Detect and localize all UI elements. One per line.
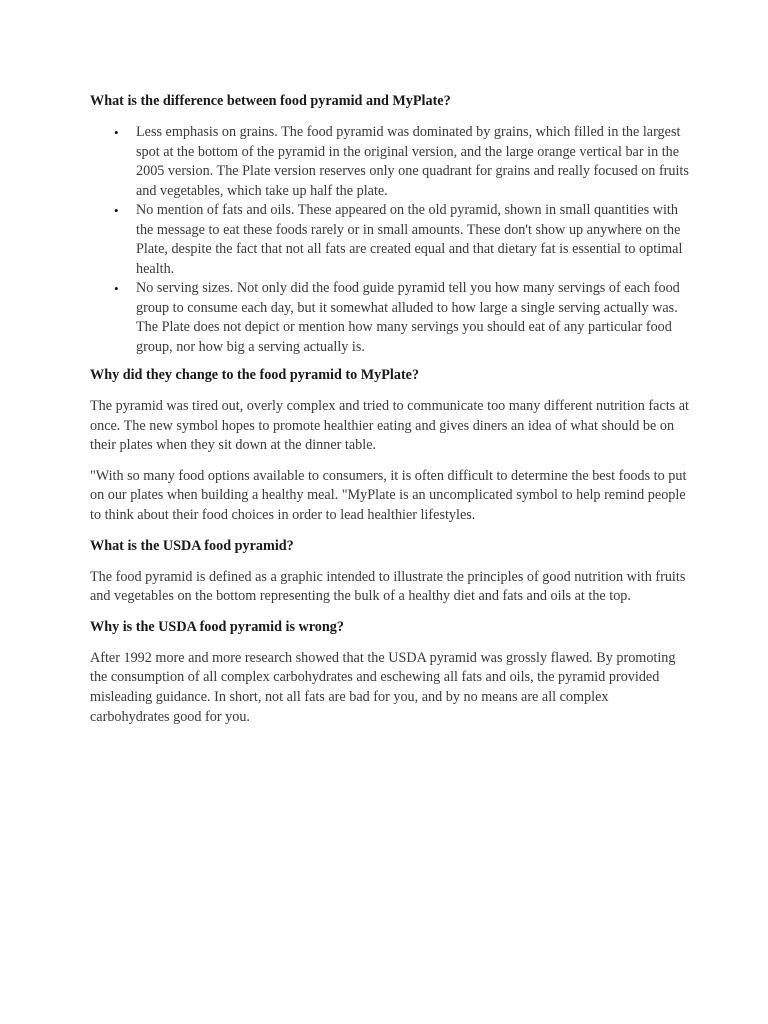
- document-page: [90, 92, 690, 738]
- bullet-item-serving-sizes: [90, 279, 690, 357]
- bullet-text: No serving sizes. Not only did the food guide pyramid tell you how many servings of each food group to consume each day, but it somewhat alluded to how large a single serving actually was. The Plate does not depict or mention how many servings you should eat of any particular food group, nor how big a serving actually is.: [136, 280, 680, 355]
- heading-pyramid-wrong: Why is the USDA food pyramid is wrong?: [90, 618, 344, 635]
- heading-why-change: Why did they change to the food pyramid to MyPlate?: [90, 367, 420, 383]
- bullet-icon: •: [114, 203, 119, 218]
- paragraph-usda-pyramid: The food pyramid is defined as a graphic intended to illustrate the principles of good nutrition with fruits and vegetables on the bottom representing the bulk of a healthy diet and fats and oils at the top.: [90, 568, 686, 605]
- paragraph-pyramid-wrong: After 1992 more and more research showed that the USDA pyramid was grossly flawed. By promoting the consumption of all complex carbohydrates and eschewing all fats and oils, the pyramid provided misleading guidance. In short, not all fats are bad for you, and by no means are all complex carbohydrates good for you.: [90, 649, 676, 725]
- paragraph-why-change-1: The pyramid was tired out, overly complex and tried to communicate too many different nutrition facts at once. The new symbol hopes to promote healthier eating and gives diners an idea of what should be on their plates when they sit down at the dinner table.: [90, 398, 689, 454]
- heading-difference: What is the difference between food pyramid and MyPlate?: [90, 93, 451, 109]
- bullet-item-grains: [90, 123, 690, 201]
- paragraph-why-change-2: "With so many food options available to consumers, it is often difficult to determine the best foods to put on our plates when building a healthy meal. "MyPlate is an uncomplicated symbol to help remind people to think about their food choices in order to lead healthier lifestyles.: [90, 467, 687, 523]
- bullet-icon: •: [114, 281, 119, 296]
- bullet-icon: •: [114, 125, 119, 140]
- heading-usda-pyramid: What is the USDA food pyramid?: [90, 537, 294, 554]
- bullet-text: No mention of fats and oils. These appeared on the old pyramid, shown in small quantities with the message to eat these foods rarely or in small amounts. These don't show up anywhere on the Plate, despite the fact that not all fats are created equal and that dietary fat is essential to optimal health.: [136, 202, 683, 277]
- bullet-item-fats: [90, 201, 690, 279]
- difference-bullet-list: [90, 123, 690, 357]
- bullet-text: Less emphasis on grains. The food pyramid was dominated by grains, which filled in the largest spot at the bottom of the pyramid in the original version, and the large orange vertical bar in the 2005 version. The Plate version reserves only one quadrant for grains and really focused on fruits and vegetables, which take up half the plate.: [136, 124, 689, 199]
